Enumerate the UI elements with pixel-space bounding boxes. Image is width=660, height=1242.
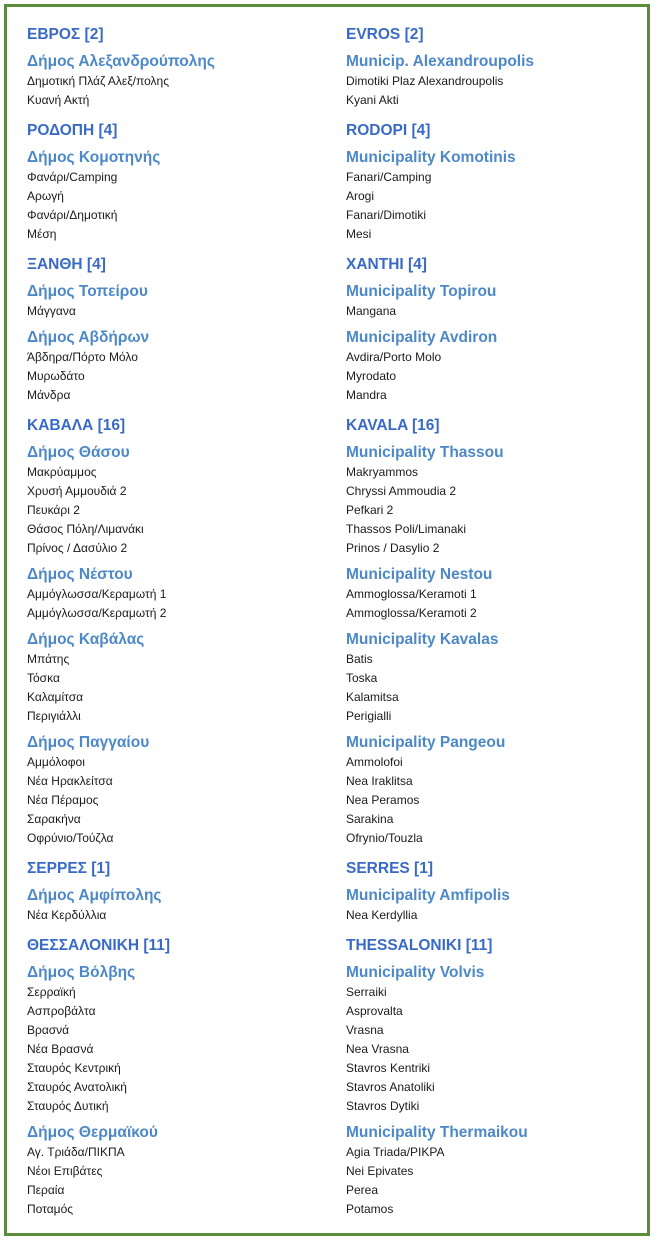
- municipality-heading: Municipality Kavalas: [346, 631, 499, 648]
- beach-item: Sarakina: [346, 812, 394, 826]
- beach-item: Chryssi Ammoudia 2: [346, 484, 457, 498]
- beach-item: Μπάτης: [27, 652, 70, 666]
- municipality-heading: Δήμος Βόλβης: [27, 964, 136, 981]
- region-heading: EVROS [2]: [346, 26, 424, 43]
- beach-item: Οφρύνιο/Τούζλα: [27, 831, 114, 845]
- beach-item: Βρασνά: [27, 1023, 70, 1037]
- region-heading: ΡΟΔΟΠΗ [4]: [27, 122, 118, 139]
- beach-item: Νέοι Επιβάτες: [27, 1164, 103, 1178]
- beach-item: Makryammos: [346, 465, 419, 479]
- beach-item: Toska: [346, 671, 378, 685]
- beach-item: Mesi: [346, 227, 372, 241]
- beach-item: Ofrynio/Touzla: [346, 831, 423, 845]
- beach-item: Άβδηρα/Πόρτο Μόλο: [27, 350, 138, 364]
- beach-item: Μάγγανα: [27, 304, 76, 318]
- municipality-heading: Δήμος Τοπείρου: [27, 283, 148, 300]
- region-heading: ΣΕΡΡΕΣ [1]: [27, 860, 111, 877]
- beach-item: Κυανή Ακτή: [27, 93, 90, 107]
- region-heading: ΚΑΒΑΛΑ [16]: [27, 417, 126, 434]
- beach-item: Νέα Ηρακλείτσα: [27, 774, 113, 788]
- beach-item: Σερραϊκή: [27, 985, 76, 999]
- beach-item: Kalamitsa: [346, 690, 399, 704]
- beach-item: Dimotiki Plaz Alexandroupolis: [346, 74, 504, 88]
- municipality-heading: Δήμος Αμφίπολης: [27, 887, 162, 904]
- beach-item: Νέα Κερδύλλια: [27, 908, 107, 922]
- municipality-heading: Δήμος Αβδήρων: [27, 329, 150, 346]
- beach-item: Δημοτική Πλάζ Αλεξ/πολης: [27, 74, 169, 88]
- beach-item: Νέα Πέραμος: [27, 793, 99, 807]
- beach-item: Αμμόγλωσσα/Κεραμωτή 2: [27, 606, 167, 620]
- region-heading: ΞΑΝΘΗ [4]: [27, 256, 106, 273]
- beach-item: Μυρωδάτο: [27, 369, 85, 383]
- beach-item: Vrasna: [346, 1023, 384, 1037]
- beach-item: Πευκάρι 2: [27, 503, 80, 517]
- region-heading: SERRES [1]: [346, 860, 433, 877]
- beach-item: Σταυρός Ανατολική: [27, 1080, 127, 1094]
- region-heading: RODOPI [4]: [346, 122, 431, 139]
- municipality-heading: Δήμος Νέστου: [27, 566, 133, 583]
- beach-item: Myrodato: [346, 369, 397, 383]
- municipality-heading: Municipality Amfipolis: [346, 887, 510, 904]
- beach-item: Nea Kerdyllia: [346, 908, 418, 922]
- beach-item: Nei Epivates: [346, 1164, 414, 1178]
- municipality-heading: Municipality Volvis: [346, 964, 485, 981]
- beach-item: Asprovalta: [346, 1004, 403, 1018]
- beach-item: Περαία: [27, 1183, 65, 1197]
- region-heading: THESSALONIKI [11]: [346, 937, 493, 954]
- municipality-heading: Municipality Thermaikou: [346, 1124, 528, 1141]
- beach-item: Nea Vrasna: [346, 1042, 409, 1056]
- beach-item: Σαρακήνα: [27, 812, 81, 826]
- beach-item: Ammoglossa/Keramoti 2: [346, 606, 477, 620]
- beach-item: Ammolofoi: [346, 755, 403, 769]
- beach-item: Potamos: [346, 1202, 394, 1216]
- beach-item: Ασπροβάλτα: [27, 1004, 96, 1018]
- beach-item: Αμμόγλωσσα/Κεραμωτή 1: [27, 587, 167, 601]
- beach-item: Αγ. Τριάδα/ΠΙΚΠΑ: [27, 1145, 125, 1159]
- beach-list-panel: [4, 4, 650, 1236]
- municipality-heading: Municipality Komotinis: [346, 149, 516, 166]
- beach-item: Φανάρι/Δημοτική: [27, 208, 118, 222]
- region-heading: ΕΒΡΟΣ [2]: [27, 26, 104, 43]
- municipality-heading: Municipality Avdiron: [346, 329, 498, 346]
- beach-item: Τόσκα: [27, 671, 60, 685]
- municipality-heading: Municipality Nestou: [346, 566, 493, 583]
- beach-item: Περιγιάλλι: [27, 709, 81, 723]
- municipality-heading: Municip. Alexandroupolis: [346, 53, 535, 70]
- beach-item: Stavros Dytiki: [346, 1099, 420, 1113]
- beach-item: Ammoglossa/Keramoti 1: [346, 587, 477, 601]
- municipality-heading: Municipality Pangeou: [346, 734, 506, 751]
- beach-item: Perea: [346, 1183, 379, 1197]
- municipality-heading: Municipality Thassou: [346, 444, 504, 461]
- beach-item: Stavros Kentriki: [346, 1061, 431, 1075]
- beach-item: Μάνδρα: [27, 388, 71, 402]
- beach-item: Stavros Anatoliki: [346, 1080, 435, 1094]
- beach-item: Σταυρός Κεντρική: [27, 1061, 121, 1075]
- municipality-heading: Municipality Topirou: [346, 283, 497, 300]
- beach-item: Φανάρι/Camping: [27, 170, 118, 184]
- beach-item: Πρίνος / Δασύλιο 2: [27, 541, 128, 555]
- region-heading: KAVALA [16]: [346, 417, 440, 434]
- beach-item: Serraiki: [346, 985, 387, 999]
- beach-item: Nea Peramos: [346, 793, 420, 807]
- beach-item: Ποταμός: [27, 1202, 74, 1216]
- municipality-heading: Δήμος Θερμαϊκού: [27, 1124, 158, 1141]
- beach-item: Mandra: [346, 388, 387, 402]
- region-heading: ΘΕΣΣΑΛΟΝΙΚΗ [11]: [27, 937, 171, 954]
- beach-item: Thassos Poli/Limanaki: [346, 522, 467, 536]
- beach-item: Nea Iraklitsa: [346, 774, 413, 788]
- beach-item: Σταυρός Δυτική: [27, 1099, 109, 1113]
- municipality-heading: Δήμος Καβάλας: [27, 631, 145, 648]
- municipality-heading: Δήμος Θάσου: [27, 444, 130, 461]
- beach-item: Νέα Βρασνά: [27, 1042, 94, 1056]
- region-heading: XANTHI [4]: [346, 256, 427, 273]
- beach-item: Avdira/Porto Molo: [346, 350, 442, 364]
- beach-item: Batis: [346, 652, 373, 666]
- municipality-heading: Δήμος Κομοτηνής: [27, 149, 161, 166]
- municipality-heading: Δήμος Αλεξανδρούπολης: [27, 53, 215, 70]
- beach-item: Μέση: [27, 227, 57, 241]
- beach-item: Μακρύαμμος: [27, 465, 97, 479]
- english-column: [346, 25, 636, 1219]
- beach-item: Kyani Akti: [346, 93, 399, 107]
- beach-item: Perigialli: [346, 709, 392, 723]
- beach-item: Θάσος Πόλη/Λιμανάκι: [27, 522, 144, 536]
- beach-item: Prinos / Dasylio 2: [346, 541, 440, 555]
- beach-item: Mangana: [346, 304, 397, 318]
- beach-item: Fanari/Dimotiki: [346, 208, 427, 222]
- beach-item: Χρυσή Αμμουδιά 2: [27, 484, 127, 498]
- beach-item: Pefkari 2: [346, 503, 394, 517]
- municipality-heading: Δήμος Παγγαίου: [27, 734, 150, 751]
- beach-item: Αμμόλοφοι: [27, 755, 85, 769]
- beach-item: Αρωγή: [27, 189, 64, 203]
- beach-item: Καλαμίτσα: [27, 690, 84, 704]
- greek-column: [27, 25, 327, 1219]
- beach-item: Agia Triada/PIKPA: [346, 1145, 445, 1159]
- beach-item: Arogi: [346, 189, 375, 203]
- beach-item: Fanari/Camping: [346, 170, 432, 184]
